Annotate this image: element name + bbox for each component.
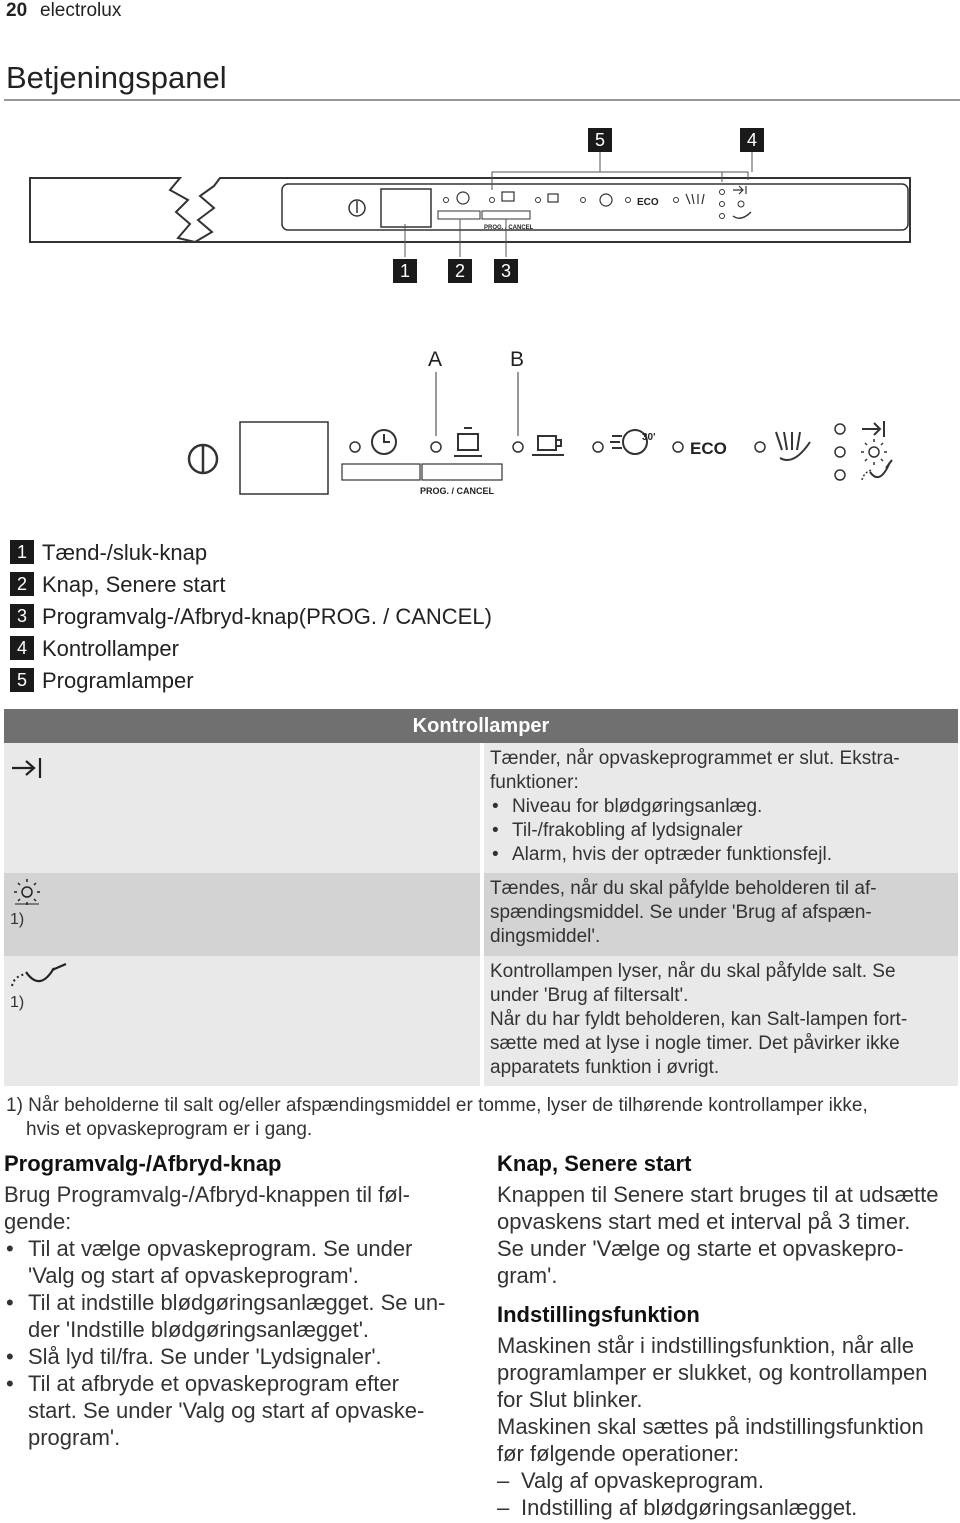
section-heading: Knap, Senere start [497,1151,692,1176]
prog-cancel-button[interactable] [422,464,502,480]
row-text: under 'Brug af filtersalt'. [490,985,689,1006]
list-item: – Indstilling af blødgøringsanlægget. [497,1494,959,1521]
list-item: • Til-/frakobling af lydsignaler [490,819,952,843]
row-text: dingsmiddel'. [490,926,601,947]
row-text: funktioner: [490,772,579,793]
section-heading: Indstillingsfunktion [497,1302,700,1327]
legend-item-2: 2 Knap, Senere start [10,570,225,600]
tag-1: 1 [393,259,417,283]
table-row [4,873,958,956]
end-arrow-icon [862,421,884,437]
label-a: A [428,348,443,371]
power-icon [189,445,217,473]
row-text: Når du har fyldt beholderen, kan Salt-lampen fort- [490,1009,908,1030]
tag-5: 5 [588,128,612,152]
row-text: apparatets funktion i øvrigt. [490,1057,720,1078]
rinse-aid-icon [861,439,887,465]
footnote-marker: 1) [10,994,25,1011]
rinse-aid-icon [12,877,42,907]
row-text: sætte med at lyse i nogle timer. Det påvirker ikke [490,1033,900,1054]
normal-program-icon [532,436,564,455]
page-title: Betjeningspanel [6,60,227,95]
legend-item-3: 3 Programvalg-/Afbryd-knap(PROG. / CANCEL) [10,602,492,632]
table-row [4,956,958,1086]
footnote-marker: 1) [10,911,25,928]
table-heading: Kontrollamper [4,709,958,743]
table-footnote: 1) Når beholderne til salt og/eller afspændingsmiddel er tomme, lyser de tilhørende kontrollamper ikke, hvis et opvaskeprogram er i gang. [6,1095,868,1140]
title-divider [4,99,960,101]
legend-item-4: 4 Kontrollamper [10,634,179,664]
row-text: Tænder, når opvaskeprogrammet er slut. Ekstra- [490,748,900,769]
section-heading: Programvalg-/Afbryd-knap [4,1151,282,1176]
page-number: 20 [6,0,28,21]
tag-4: 4 [740,128,764,152]
list-item: • Til at vælge opvaskeprogram. Se under 'Valg og start af opvaskeprogram'. [4,1235,474,1289]
display-window [381,189,431,227]
row-text: Kontrollampen lyser, når du skal påfylde salt. Se [490,961,896,982]
brand-name: electrolux [40,0,122,21]
panel-face [282,184,908,230]
list-item: • Niveau for blødgøringsanlæg. [490,795,952,819]
row-text: Tændes, når du skal påfylde beholderen til af- [490,878,877,899]
display-window [240,422,328,494]
legend-item-1: 1 Tænd-/sluk-knap [10,538,207,568]
prewash-icon [776,432,810,460]
list-item: • Slå lyd til/fra. Se under 'Lydsignaler'. [4,1343,474,1370]
timer-30-label: 30' [642,432,656,443]
list-item: • Til at afbryde et opvaskeprogram efter start. Se under 'Valg og start af opvaske- program'. [4,1370,474,1451]
list-item: – Valg af opvaskeprogram. [497,1467,959,1494]
prog-cancel-label: PROG. / CANCEL [420,486,495,496]
indicator-lamps-table [4,709,958,1086]
intensive-program-icon [454,428,482,456]
salt-icon [8,962,72,990]
control-panel-diagram [0,120,960,300]
legend-item-5: 5 Programlamper [10,666,194,696]
quick-30-icon [610,430,656,454]
prog-cancel-section: Programvalg-/Afbryd-knap Brug Programvalg-/Afbryd-knappen til føl- gende: • Til at vælge opvaskeprogram. Se under 'Valg og start af opvaskeprogram'. • Til at indstille blødgøringsanlægget. Se un- der 'Indstille blødgøringsanlægget'. • Slå lyd til/fra. Se under 'Lydsignaler'. • Til at afbryde et opvaskeprogram efter start. Se under 'Valg og start af opvaske- program'. [4,1150,474,1451]
label-b: B [510,348,525,371]
list-item: • Til at indstille blødgøringsanlægget. Se un- der 'Indstille blødgøringsanlægget'. [4,1289,474,1343]
delay-start-button[interactable] [342,464,420,480]
table-row [4,743,958,873]
salt-icon [862,460,892,480]
tag-3: 3 [494,259,518,283]
enlarged-panel-diagram [180,372,900,502]
tag-2: 2 [448,259,472,283]
delay-timer-icon [372,430,396,454]
eco-label: ECO [690,439,727,458]
delay-start-section: Knap, Senere start Knappen til Senere start bruges til at udsætte opvaskens start med et interval på 3 timer. Se under 'Vælge og starte et opvaskepro- gram'. Indstillingsfunktion Maskinen står i indstillingsfunktion, når alle programlamper er slukket, og kontrollampen for Slut blinker. Maskinen skal sættes på indstillingsfunktion før følgende operationer: – Valg af opvaskeprogram. – Indstilling af blødgøringsanlægget. [497,1150,959,1521]
list-item: • Alarm, hvis der optræder funktionsfejl. [490,843,952,867]
end-arrow-icon [10,755,46,781]
small-eco-label: ECO [637,197,659,208]
small-prog-cancel-label: PROG. / CANCEL [484,225,534,231]
row-text: spændingsmiddel. Se under 'Brug af afspæn- [490,902,872,923]
